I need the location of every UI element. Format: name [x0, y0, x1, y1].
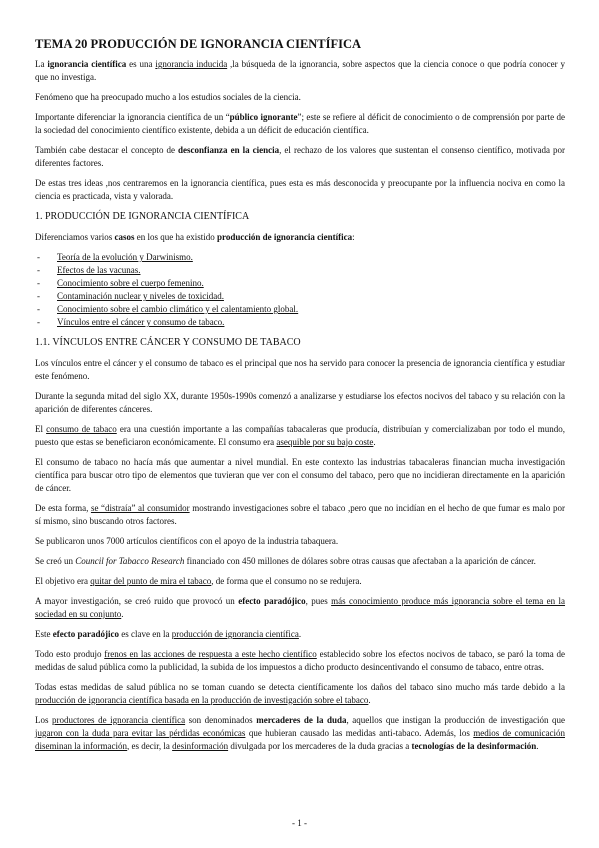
section-heading-1-1: 1.1. VÍNCULOS ENTRE CÁNCER Y CONSUMO DE TABACO — [35, 337, 301, 348]
paragraph-siglo-xx: Durante la segunda mitad del siglo XX, durante 1950s-1990s comenzó a analizarse y estudiarse los efectos nocivos del tabaco y su relación con la aparición de diferentes cánceres. — [35, 391, 565, 414]
paragraph-casos: Diferenciamos varios casos en los que ha existido producción de ignorancia científica: — [35, 232, 355, 242]
paragraph-efecto-paradojico: Este efecto paradójico es clave en la producción de ignorancia científica. — [35, 629, 302, 639]
paragraph-ignorancia-cientifica: La ignorancia científica es una ignorancia inducida ,la búsqueda de la ignorancia, sobre aspectos que la ciencia conoce o que podría conocer y que no investiga. — [35, 59, 565, 82]
paragraph-articulos: Se publicaron unos 7000 artículos científicos con el apoyo de la industria tabaquera. — [35, 536, 339, 546]
list-item: - Efectos de las vacunas. — [35, 264, 565, 277]
paragraph-objetivo: El objetivo era quitar del punto de mira el tabaco, de forma que el consumo no se redujera. — [35, 576, 362, 586]
paragraph-fenomeno: Fenómeno que ha preocupado mucho a los estudios sociales de la ciencia. — [35, 92, 301, 102]
paragraph-mayor-investigacion: A mayor investigación, se creó ruido que provocó un efecto paradójico, pues más conocimiento produce más ignorancia sobre el tema en la sociedad en su conjunto. — [35, 596, 566, 619]
paragraph-frenos: Todo esto produjo frenos en las acciones de respuesta a este hecho científico establecido sobre los efectos nocivos de tabaco, se paró la toma de medidas de salud pública como la publicidad, la subida de los impuestos a dicho producto desincentivando el consumo de tabaco, entre otras. — [35, 649, 566, 672]
paragraph-council: Se creó un Council for Tabacco Research financiado con 450 millones de dólares sobre otras causas que afectaban a la aparición de cáncer. — [35, 556, 536, 566]
paragraph-vinculos: Los vínculos entre el cáncer y el consumo de tabaco es el principal que nos ha servido para conocer la presencia de ignorancia científica y estudiar este fenómeno. — [35, 358, 565, 381]
list-item: - Vínculos entre el cáncer y consumo de tabaco. — [35, 316, 565, 329]
cases-list — [35, 251, 565, 329]
paragraph-tres-ideas: De estas tres ideas ,nos centraremos en la ignorancia científica, pues esta es más desconocida y preocupante por la influencia nociva en como la ciencia es practicada, vista y valorada. — [35, 178, 565, 201]
paragraph-desconfianza: También cabe destacar el concepto de desconfianza en la ciencia, el rechazo de los valores que sustentan el consenso científico, motivada por diferentes factores. — [35, 145, 565, 168]
list-item: - Conocimiento sobre el cuerpo femenino. — [35, 277, 565, 290]
list-item: - Teoría de la evolución y Darwinismo. — [35, 251, 565, 264]
section-heading-1: 1. PRODUCCIÓN DE IGNORANCIA CIENTÍFICA — [35, 211, 250, 222]
paragraph-mercaderes: Los productores de ignorancia científica son denominados mercaderes de la duda, aquellos que instigan la producción de investigación que jugaron con la duda para evitar las pérdidas económicas que hubieran causado las medidas anti-tabaco. Además, los medios de comunicación diseminan la información, es decir, la desinformación divulgada por los mercaderes de la duda gracias a tecnologías de la desinformación. — [35, 715, 565, 751]
paragraph-consumo-tabaco: El consumo de tabaco era una cuestión importante a las compañías tabacaleras que producía, distribuían y comercializaban por todo el mundo, puesto que estas se beneficiaron económicamente. El consumo era asequible por su bajo coste. — [35, 424, 566, 447]
list-item: - Conocimiento sobre el cambio climático y el calentamiento global. — [35, 303, 565, 316]
page-number: - 1 - — [292, 818, 307, 828]
paragraph-publico-ignorante: Importante diferenciar la ignorancia científica de un “público ignorante”; este se refiere al déficit de conocimiento o de comprensión por parte de la sociedad del conocimiento científico existente, debida a un déficit de educación científica. — [35, 112, 566, 135]
paragraph-distraia: De esta forma, se “distraía” al consumidor mostrando investigaciones sobre el tabaco ,pero que no incidían en el hecho de que fumar es malo por sí mismo, sino buscando otros factores. — [35, 503, 565, 526]
page-title: TEMA 20 PRODUCCIÓN DE IGNORANCIA CIENTÍFICA — [35, 37, 362, 51]
document-page — [35, 36, 565, 760]
paragraph-nivel-mundial: El consumo de tabaco no hacía más que aumentar a nivel mundial. En este contexto las industrias tabacaleras financian mucha investigación científica para buscar otro tipo de elementos que tuvieran que ver con el consumo del tabaco, pero que no incidieran directamente en la aparición de cáncer. — [35, 457, 565, 493]
list-item: - Contaminación nuclear y niveles de toxicidad. — [35, 290, 565, 303]
paragraph-medidas-salud: Todas estas medidas de salud pública no se toman cuando se detecta científicamente los daños del tabaco sino mucho más tarde debido a la producción de ignorancia científica basada en la producción de investigación sobre el tabaco. — [35, 682, 565, 705]
